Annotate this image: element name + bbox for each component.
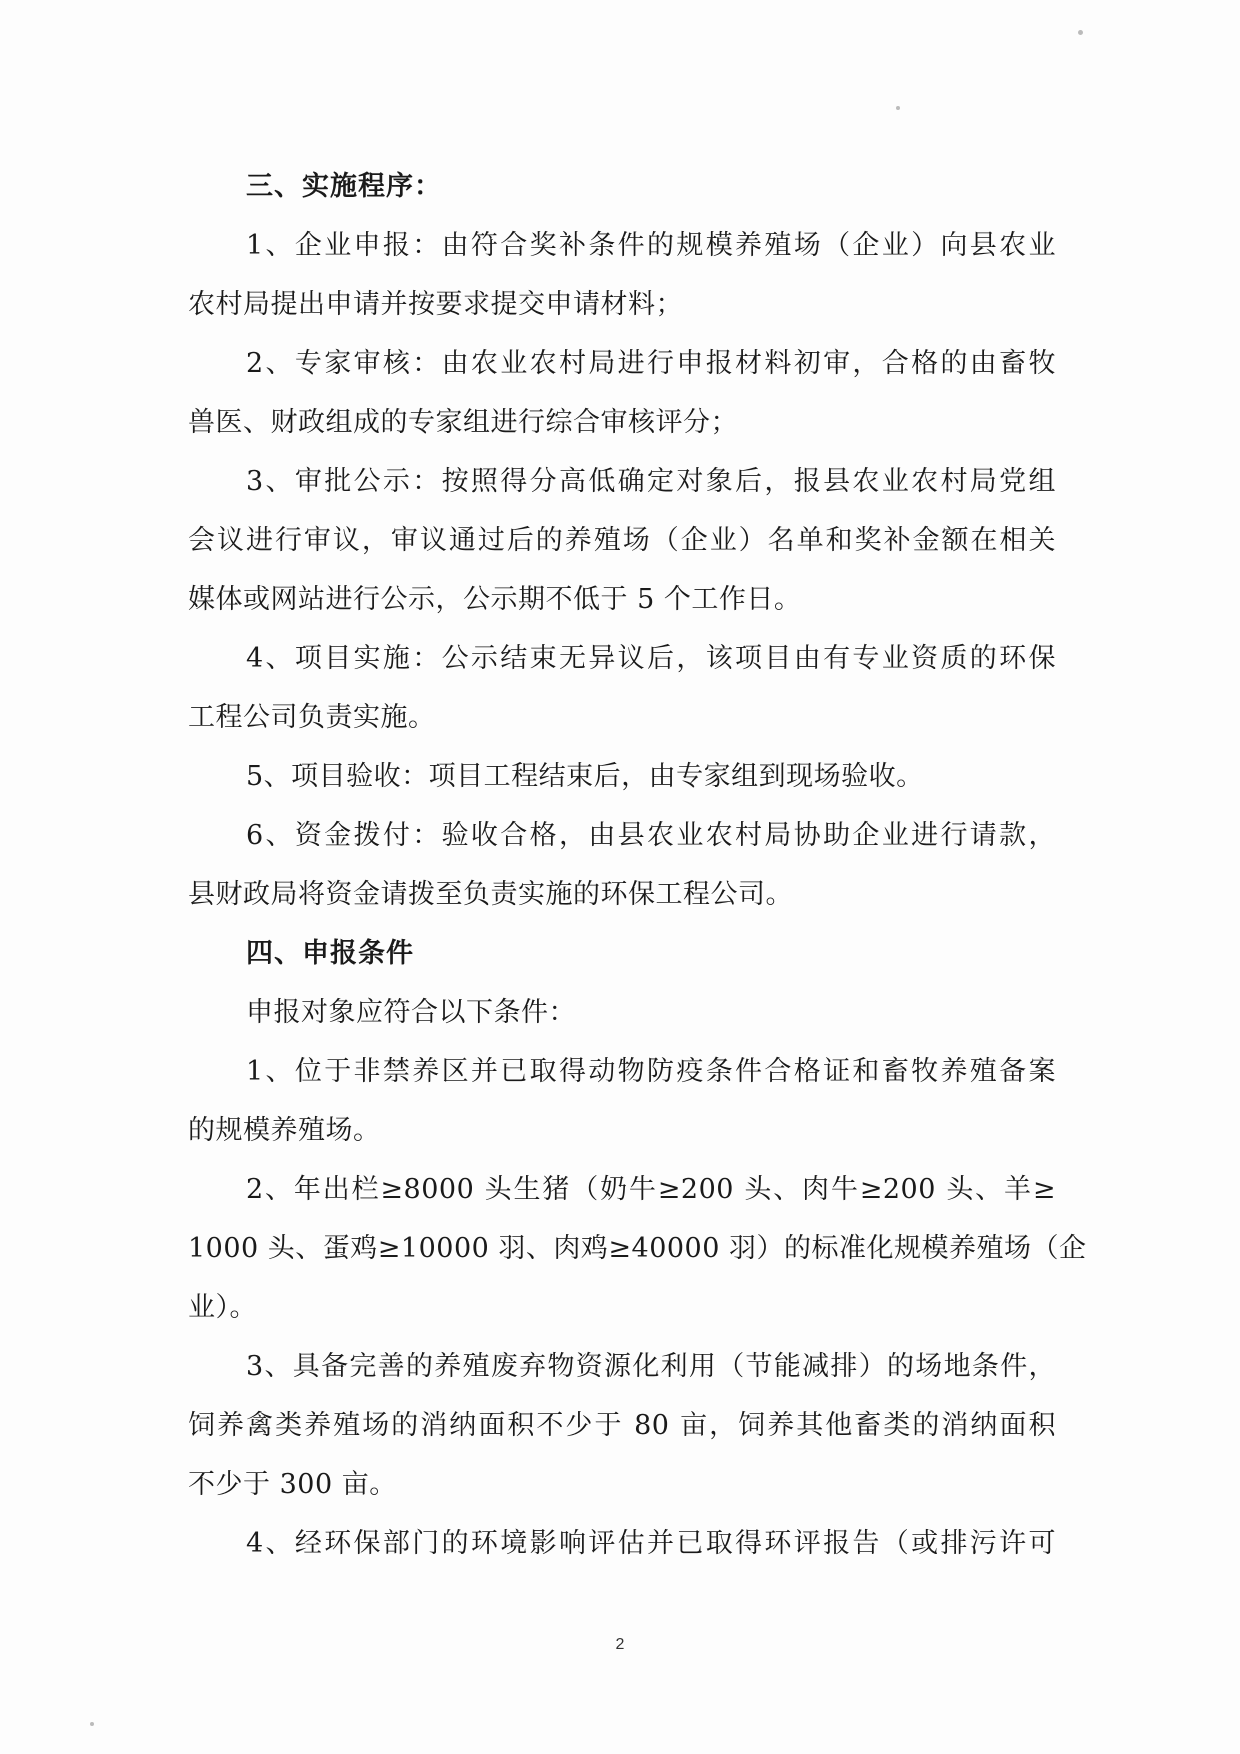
paragraph-line: 兽医、财政组成的专家组进行综合审核评分； xyxy=(188,407,738,438)
page-number: 2 xyxy=(615,1636,625,1653)
paragraph-line: 县财政局将资金请拨至负责实施的环保工程公司。 xyxy=(188,879,793,910)
scan-speck xyxy=(90,1722,94,1726)
paragraph-line: 3、审批公示：按照得分高低确定对象后，报县农业农村局党组 xyxy=(246,466,1056,497)
paragraph-line: 饲养禽类养殖场的消纳面积不少于 80 亩，饲养其他畜类的消纳面积 xyxy=(188,1410,1056,1441)
section-heading: 四、申报条件 xyxy=(246,938,414,969)
paragraph-line: 4、经环保部门的环境影响评估并已取得环评报告（或排污许可 xyxy=(246,1528,1056,1559)
scan-speck xyxy=(896,106,900,110)
paragraph-line: 2、专家审核：由农业农村局进行申报材料初审，合格的由畜牧 xyxy=(246,348,1056,379)
paragraph-line: 5、项目验收：项目工程结束后，由专家组到现场验收。 xyxy=(246,761,924,792)
document-body xyxy=(188,157,1087,1573)
paragraph-line: 4、项目实施：公示结束无异议后，该项目由有专业资质的环保 xyxy=(246,643,1056,674)
paragraph-line: 农村局提出申请并按要求提交申请材料； xyxy=(188,289,683,320)
scan-speck xyxy=(1078,30,1083,35)
paragraph-line: 工程公司负责实施。 xyxy=(188,702,436,733)
paragraph-line: 不少于 300 亩。 xyxy=(188,1469,397,1500)
paragraph-line: 业）。 xyxy=(188,1292,257,1323)
paragraph-line: 2、年出栏≥8000 头生猪（奶牛≥200 头、肉牛≥200 头、羊≥ xyxy=(246,1174,1056,1205)
paragraph-line: 6、资金拨付：验收合格，由县农业农村局协助企业进行请款， xyxy=(246,820,1056,851)
section-heading: 三、实施程序： xyxy=(246,171,442,202)
paragraph-line: 会议进行审议，审议通过后的养殖场（企业）名单和奖补金额在相关 xyxy=(188,525,1056,556)
paragraph-line: 3、具备完善的养殖废弃物资源化利用（节能减排）的场地条件， xyxy=(246,1351,1056,1382)
paragraph-line: 的规模养殖场。 xyxy=(188,1115,381,1146)
paragraph-line: 1、位于非禁养区并已取得动物防疫条件合格证和畜牧养殖备案 xyxy=(246,1056,1056,1087)
paragraph-line: 1000 头、蛋鸡≥10000 羽、肉鸡≥40000 羽）的标准化规模养殖场（企 xyxy=(188,1233,1087,1264)
paragraph-line: 1、企业申报：由符合奖补条件的规模养殖场（企业）向县农业 xyxy=(246,230,1056,261)
paragraph-line: 媒体或网站进行公示，公示期不低于 5 个工作日。 xyxy=(188,584,802,615)
paragraph-line: 申报对象应符合以下条件： xyxy=(246,997,576,1028)
